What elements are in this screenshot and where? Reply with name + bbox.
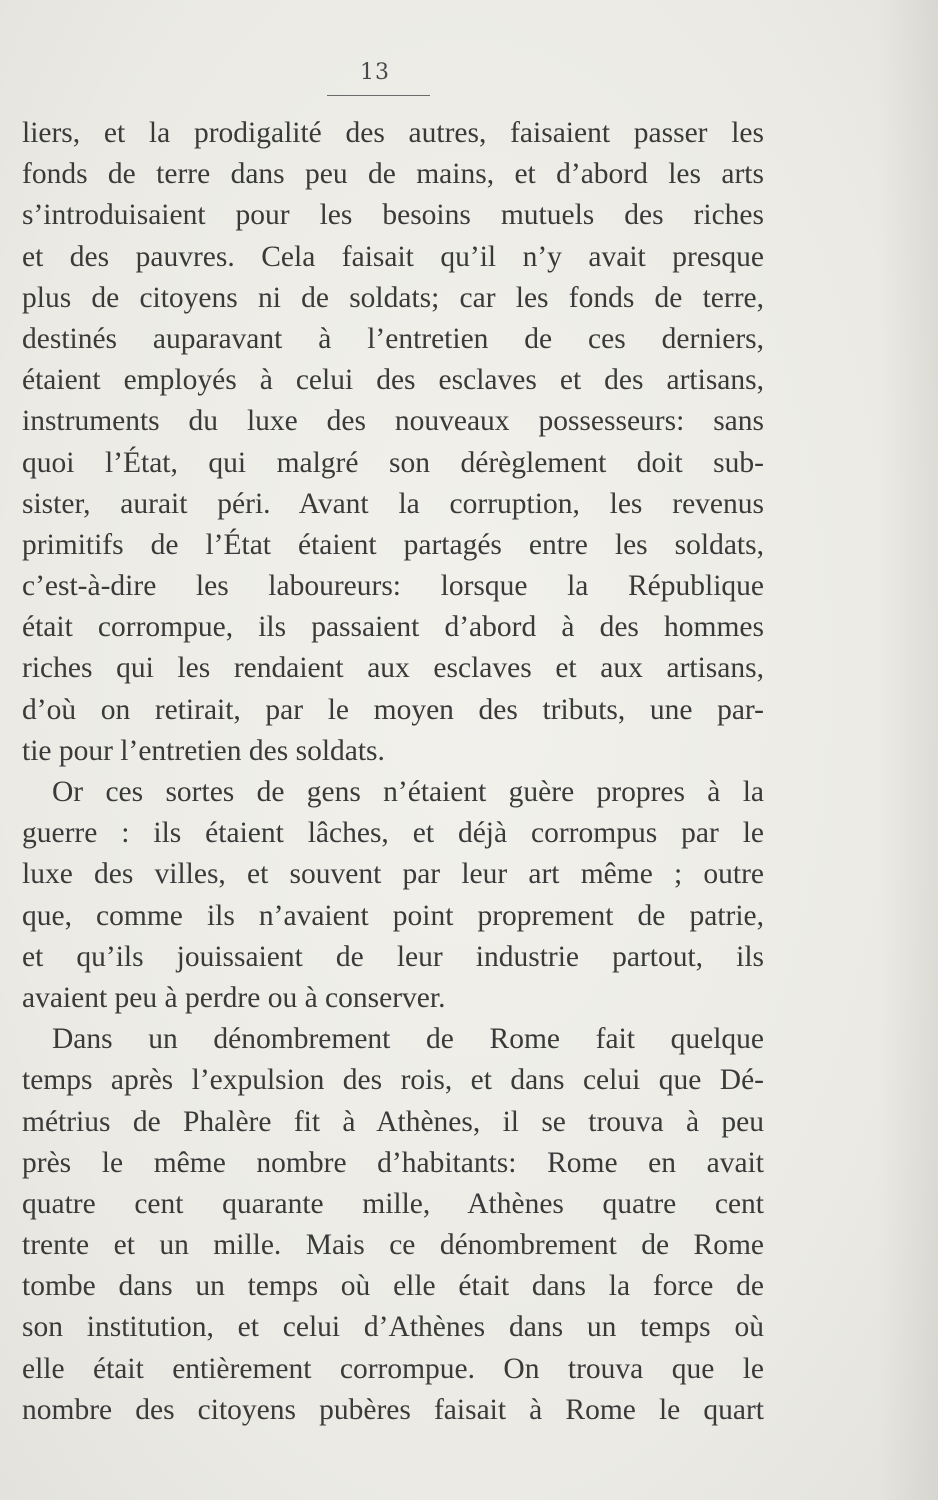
text-line: guerre : ils étaient lâches, et déjà corrompus par le [22,817,764,850]
text-line: liers, et la prodigalité des autres, faisaient passer les [22,117,764,149]
text-line: et des pauvres. Cela faisait qu’il n’y avait presque [22,240,764,273]
text-line: tombe dans un temps où elle était dans la force de [22,1270,764,1303]
text-line: près le même nombre d’habitants: Rome en avait [22,1146,764,1179]
text-line: sister, aurait péri. Avant la corruption, les revenus [22,487,764,520]
text-line: son institution, et celui d’Athènes dans un temps où [22,1311,764,1344]
text-line: et qu’ils jouissaient de leur industrie partout, ils [22,940,764,973]
text-line: riches qui les rendaient aux esclaves et aux artisans, [22,652,764,685]
text-line: Or ces sortes de gens n’étaient guère propres à la [52,776,764,808]
text-line: c’est-à-dire les laboureurs: lorsque la République [22,570,764,603]
text-line: quoi l’État, qui malgré son dérèglement doit sub- [22,446,764,479]
text-line: trente et un mille. Mais ce dénombrement de Rome [22,1229,764,1262]
page-edge-shadow [878,0,938,1500]
text-line: destinés auparavant à l’entretien de ces derniers, [22,322,764,355]
text-line: métrius de Phalère fit à Athènes, il se trouva à peu [22,1105,764,1138]
page-number: 13 [360,60,390,85]
text-line: nombre des citoyens pubères faisait à Rome le quart [22,1393,764,1426]
text-line: plus de citoyens ni de soldats; car les fonds de terre, [22,281,764,314]
text-line: était corrompue, ils passaient d’abord à des hommes [22,611,764,644]
text-line: quatre cent quarante mille, Athènes quatre cent [22,1187,764,1220]
text-line: primitifs de l’État étaient partagés entre les soldats, [22,528,764,561]
text-line: que, comme ils n’avaient point proprement de patrie, [22,899,764,932]
text-line: temps après l’expulsion des rois, et dans celui que Dé- [22,1064,764,1097]
text-line: elle était entièrement corrompue. On trouva que le [22,1352,764,1385]
text-line: s’introduisaient pour les besoins mutuels des riches [22,199,764,232]
header-rule [327,95,430,96]
text-line: luxe des villes, et souvent par leur art même ; outre [22,858,764,891]
text-line: instruments du luxe des nouveaux possesseurs: sans [22,405,764,438]
text-line: Dans un dénombrement de Rome fait quelque [52,1023,764,1056]
text-line: tie pour l’entretien des soldats. [22,734,385,767]
text-line: avaient peu à perdre ou à conserver. [22,981,446,1014]
body-text [22,113,764,1431]
text-line: d’où on retirait, par le moyen des tributs, une par- [22,693,764,726]
text-line: étaient employés à celui des esclaves et des artisans, [22,364,764,397]
text-line: fonds de terre dans peu de mains, et d’abord les arts [22,158,764,191]
